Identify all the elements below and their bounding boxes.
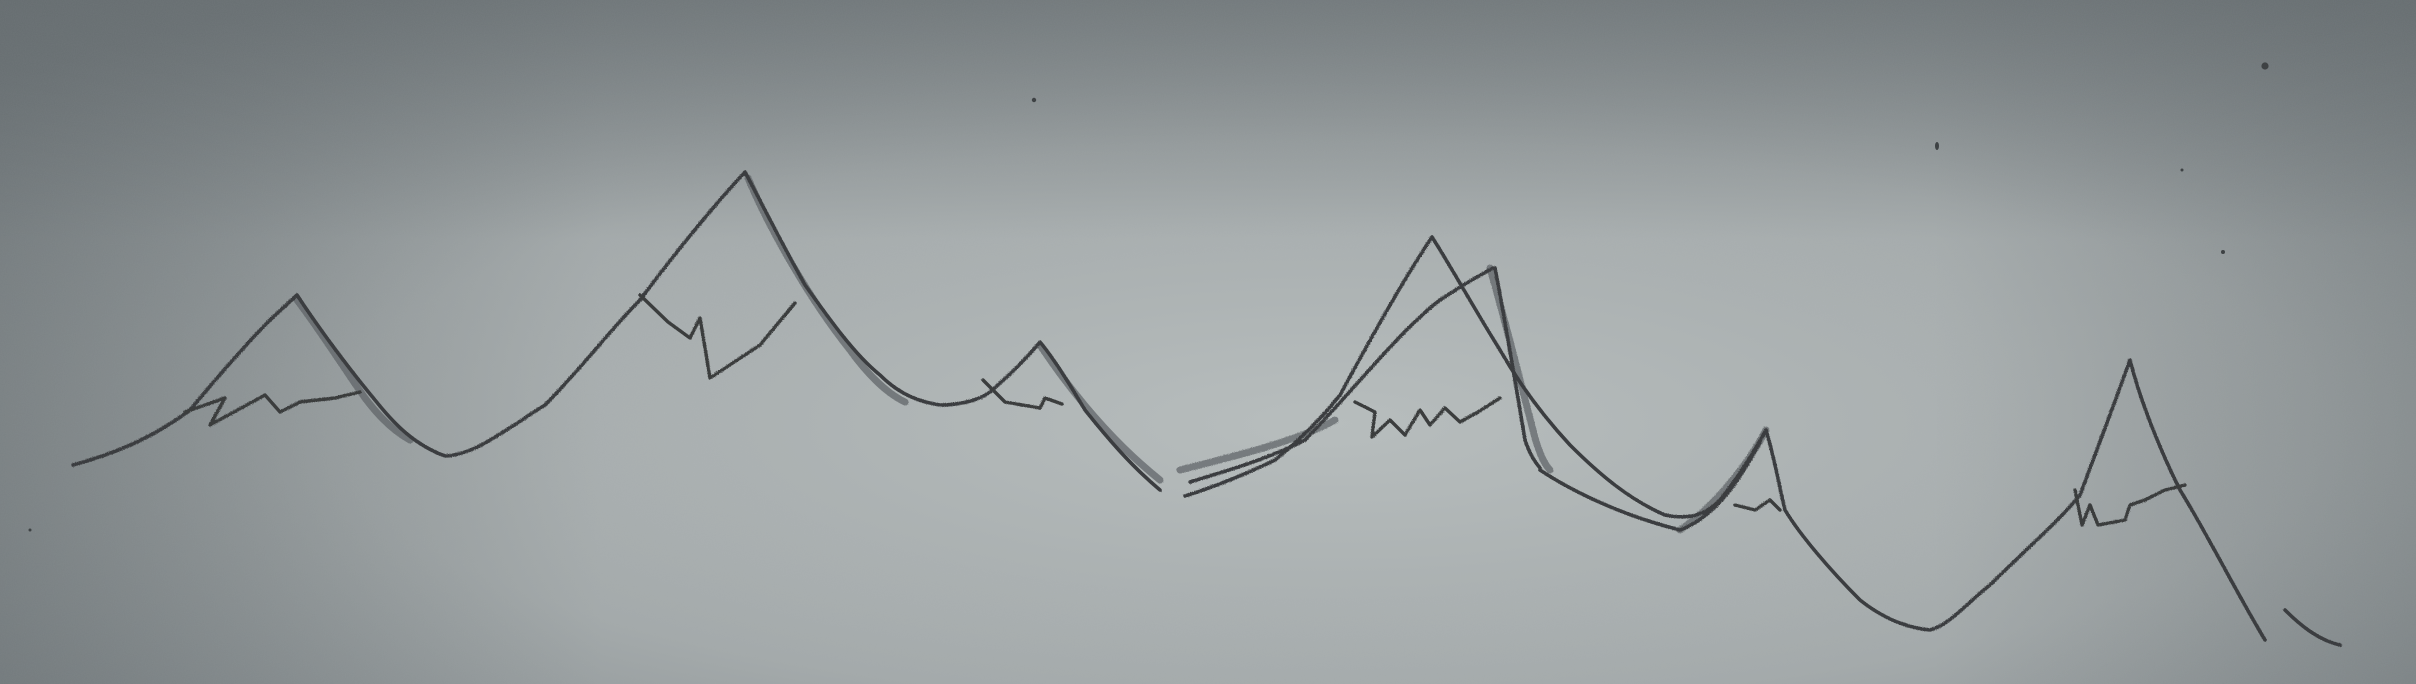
speck (2221, 250, 2225, 254)
speck (29, 529, 32, 532)
speck (2261, 62, 2268, 69)
speck (2181, 169, 2184, 172)
speck (1935, 142, 1939, 150)
speck (1032, 98, 1036, 102)
